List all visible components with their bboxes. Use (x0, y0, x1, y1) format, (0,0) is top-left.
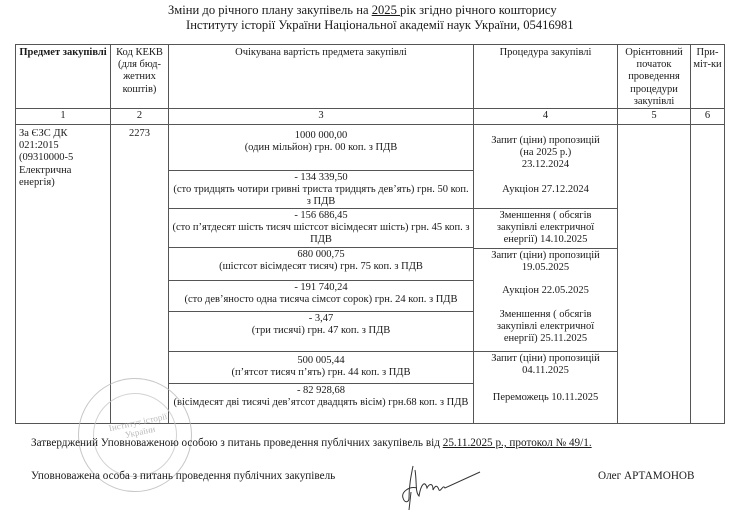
cost-words: (сто тридцять чотири гривні триста тридцять дев’ять) грн. 50 коп. з ПДВ (173, 184, 469, 208)
cost-divider-7 (168, 383, 473, 384)
table-border-right (724, 44, 725, 424)
cost-entry (171, 172, 471, 209)
procedure-line: Запит (ціни) пропозицій (491, 353, 600, 364)
procedure-entry (474, 135, 617, 196)
header-subject: Предмет закупівлі (19, 47, 107, 58)
cost-divider-1 (168, 170, 473, 171)
procedure-line: Зменшення ( обсягів (499, 308, 592, 320)
cost-amount: - 134 339,50 (294, 172, 348, 183)
cost-words: (три тисячі) грн. 47 коп. з ПДВ (251, 325, 391, 337)
cost-entry (171, 385, 471, 409)
cost-entry (171, 210, 471, 247)
cost-words: (сто п’ятдесят шість тисяч шістсот вісімдесят шість) грн. 45 коп. з ПДВ (172, 222, 470, 246)
cost-words: (шістсот вісімдесят тисяч) грн. 75 коп. з ПДВ (219, 261, 423, 273)
header-kekv: Код КЕКВ (для бюд-жетних коштів) (116, 47, 163, 95)
cost-words: (п’ятсот тисяч п’ять) грн. 44 коп. з ПДВ (231, 367, 411, 379)
cost-amount: 1000 000,00 (294, 130, 348, 141)
signer-role: Уповноважена особа з питань проведення публічних закупівель (31, 470, 336, 482)
header-procedure: Процедура закупівлі (499, 47, 592, 58)
cost-words: (один мільйон) грн. 00 коп. з ПДВ (244, 142, 398, 154)
procedure-line: енергії) 14.10.2025 (503, 234, 588, 246)
procedure-entry (474, 353, 617, 405)
signer-name: Олег АРТАМОНОВ (598, 470, 695, 482)
header-start: Орієнтовний початок проведення процедури закупівлі (625, 47, 683, 107)
col-num-2: 2 (136, 110, 143, 121)
cost-entry (171, 249, 471, 273)
col-num-3: 3 (318, 110, 324, 121)
col-divider-2 (168, 44, 169, 424)
col-divider-1 (110, 44, 111, 424)
procedure-auction: Аукціон 22.05.2025 (502, 285, 589, 297)
procedure-line: Зменшення ( обсягів (499, 210, 592, 221)
col-num-1: 1 (60, 110, 66, 121)
cost-amount: - 156 686,45 (294, 210, 348, 221)
col-num-4: 4 (542, 110, 549, 121)
approval-text: Затверджений Уповноваженою особою з питань проведення публічних закупівель від (31, 437, 443, 449)
procedure-line: закупівлі електричної (496, 222, 595, 234)
procedure-auction: Аукціон 27.12.2024 (502, 183, 589, 195)
col-num-6: 6 (704, 110, 711, 121)
procedure-line: (на 2025 р.) (519, 147, 572, 159)
title-line-1 (168, 3, 557, 18)
procedure-entry (474, 250, 617, 345)
header-notes: При-міт-ки (693, 47, 722, 71)
procedure-entry (474, 210, 617, 247)
col-num-5: 5 (651, 110, 657, 121)
title-prefix: Зміни до річного плану закупівель на (168, 3, 372, 17)
approval-date-protocol: 25.11.2025 р., протокол № 49/1. (442, 437, 592, 449)
stamp-text: Інститут історії України (107, 411, 169, 440)
procurement-table (15, 44, 724, 423)
procedure-line: Запит (ціни) пропозицій (491, 135, 600, 146)
procedure-winner: Переможець 10.11.2025 (492, 392, 599, 404)
signature-icon (395, 462, 495, 512)
cost-entry (171, 355, 471, 379)
table-border-left (15, 44, 16, 424)
proc-divider-2 (473, 248, 617, 249)
cost-amount: 680 000,75 (297, 249, 345, 260)
cost-words: (сто дев’яносто одна тисяча сімсот сорок) грн. 24 коп. з ПДВ (184, 294, 458, 306)
procedure-line: закупівлі електричної (496, 320, 595, 332)
cost-divider-4 (168, 280, 473, 281)
cost-entry (171, 130, 471, 154)
title-line-2: Інституту історії України Національної академії наук України, 05416981 (186, 18, 574, 32)
cost-words: (вісімдесят дві тисячі дев’ятсот двадцять вісім) грн.68 коп. з ПДВ (173, 397, 469, 409)
cost-divider-5 (168, 311, 473, 312)
procedure-line: Запит (ціни) пропозицій (491, 250, 600, 261)
cost-amount: - 3,47 (308, 313, 334, 324)
cost-divider-6 (168, 351, 473, 352)
cost-entry (171, 313, 471, 337)
proc-divider-3 (473, 351, 617, 352)
cost-amount: 500 005,44 (297, 355, 345, 366)
cost-entry (171, 282, 471, 306)
subject-cell: За ЄЗС ДК 021:2015 (09310000-5 Електрична енергія) (19, 128, 74, 188)
col-divider-5 (690, 44, 691, 424)
procedure-line: 19.05.2025 (521, 262, 570, 274)
title-suffix: рік згідно річного кошторису (400, 3, 557, 17)
proc-divider-1 (473, 208, 617, 209)
cost-amount: - 191 740,24 (294, 282, 348, 293)
procedure-line: 23.12.2024 (521, 159, 570, 171)
procedure-line: 04.11.2025 (522, 365, 569, 377)
approval-line (31, 437, 592, 449)
title-year: 2025 (371, 3, 401, 17)
kekv-cell: 2273 (129, 128, 150, 139)
cost-divider-3 (168, 247, 473, 248)
header-cost: Очікувана вартість предмета закупівлі (235, 47, 407, 58)
procedure-line: енергії) 25.11.2025 (503, 333, 588, 345)
header-row-divider (15, 108, 724, 109)
cost-amount: - 82 928,68 (296, 385, 346, 396)
number-row-divider (15, 124, 724, 125)
